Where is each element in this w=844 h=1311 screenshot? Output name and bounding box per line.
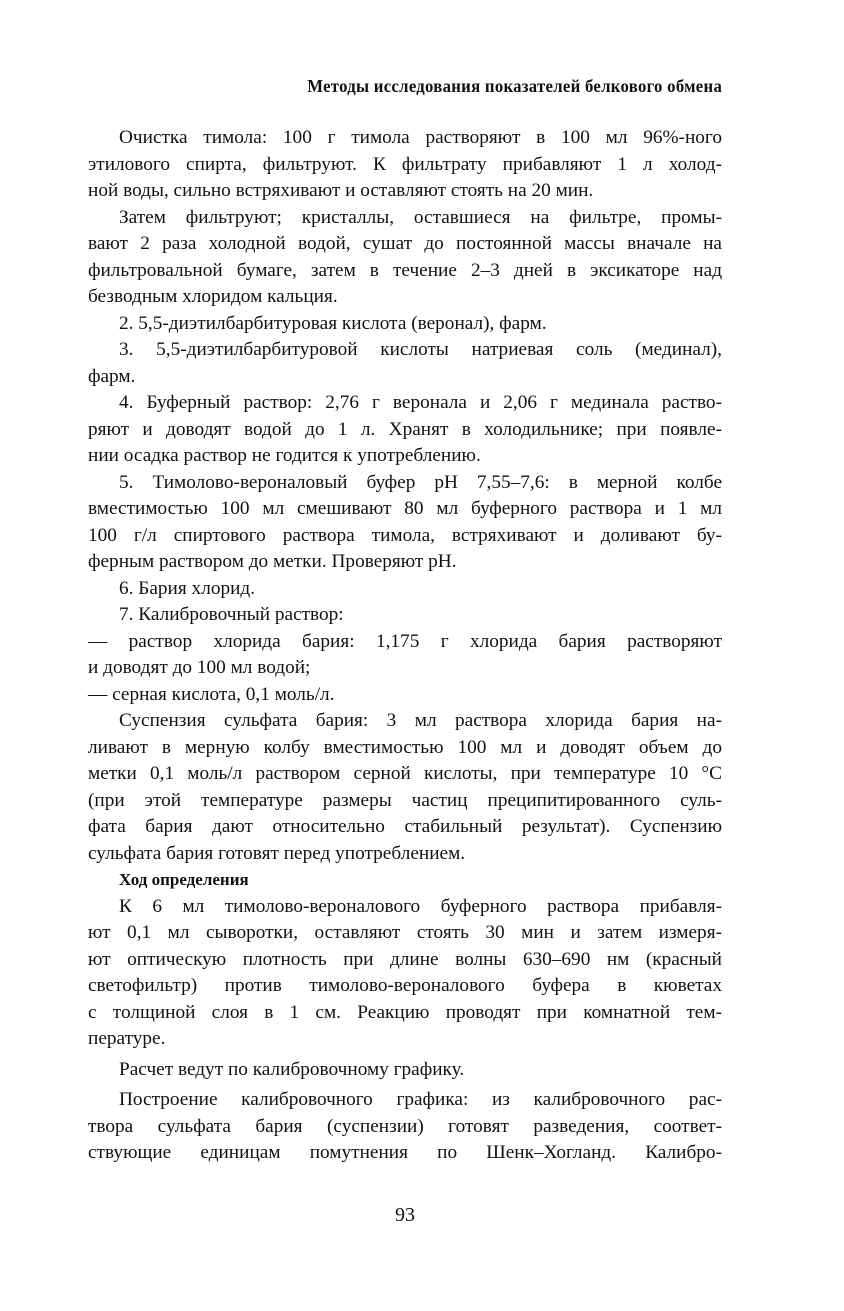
text-line: (при этой температуре размеры частиц преципитированного суль- (88, 789, 722, 811)
text-line: светофильтр) против тимолово-вероналового буфера в кюветах (88, 975, 722, 996)
text-line: Расчет ведут по калибровочному графику. (119, 1058, 465, 1080)
text-line: ют 0,1 мл сыворотки, оставляют стоять 30 мин и затем измеря- (88, 922, 722, 943)
paragraph-calibration-curve (88, 1087, 722, 1167)
text-line: К 6 мл тимолово-вероналового буферного раствора прибавля- (119, 895, 722, 917)
text-line: 100 г/л спиртового раствора тимола, встряхивают и доливают бу- (88, 524, 722, 546)
text-line: вместимостью 100 мл смешивают 80 мл буферного раствора и 1 мл (88, 498, 722, 519)
text-line: 4. Буферный раствор: 2,76 г веронала и 2,06 г мединала раство- (119, 392, 722, 413)
text-line: пературе. (88, 1028, 166, 1049)
text-line: метки 0,1 моль/л раствором серной кислоты, при температуре 10 °С (88, 763, 722, 784)
text-line: ряют и доводят водой до 1 л. Хранят в холодильнике; при появле- (88, 418, 722, 440)
paragraph-thymol-purification (88, 125, 722, 205)
section-subheading: Ход определения (119, 870, 249, 889)
text-line: Суспензия сульфата бария: 3 мл раствора хлорида бария на- (119, 710, 722, 731)
text-line: 7. Калибровочный раствор: (119, 604, 344, 625)
list-item-6 (88, 576, 722, 603)
running-head: Методы исследования показателей белкового обмена (307, 76, 722, 96)
text-line: с толщиной слоя в 1 см. Реакцию проводят при комнатной тем- (88, 1001, 722, 1023)
text-line: сульфата бария готовят перед употреблением. (88, 842, 466, 864)
text-line: фильтровальной бумаге, затем в течение 2–3 дней в эксикаторе над (88, 259, 722, 281)
text-line: твора сульфата бария (суспензии) готовят разведения, соответ- (88, 1115, 722, 1137)
text-line: ферным раствором до метки. Проверяют рН. (88, 551, 457, 572)
text-line: Построение калибровочного графика: из калибровочного рас- (119, 1089, 722, 1110)
paragraph-procedure (88, 894, 722, 1053)
text-line: ной воды, сильно встряхивают и оставляют стоять на 20 мин. (88, 180, 594, 201)
text-line: и доводят до 100 мл водой; (88, 657, 311, 678)
text-line: Затем фильтруют; кристаллы, оставшиеся на фильтре, промы- (119, 206, 722, 228)
list-item-3 (88, 337, 722, 390)
text-line: вают 2 раза холодной водой, сушат до постоянной массы вначале на (88, 233, 722, 254)
page-number: 93 (395, 1204, 415, 1226)
paragraph-barium-suspension (88, 708, 722, 867)
list-item-4 (88, 390, 722, 470)
body-text (88, 125, 722, 1167)
paragraph-calculation (88, 1057, 722, 1084)
text-line: 2. 5,5-диэтилбарбитуровая кислота (веронал), фарм. (119, 312, 547, 334)
text-line: нии осадка раствор не годится к употреблению. (88, 445, 481, 466)
list-item-2 (88, 311, 722, 338)
book-page (88, 0, 722, 1311)
text-line: 6. Бария хлорид. (119, 577, 256, 599)
dash-item-sulfuric-acid (88, 682, 722, 709)
dash-item-barium-chloride (88, 629, 722, 682)
text-line: ливают в мерную колбу вместимостью 100 мл и доводят объем до (88, 736, 722, 758)
text-line: — раствор хлорида бария: 1,175 г хлорида бария растворяют (88, 630, 722, 652)
text-line: фарм. (88, 365, 136, 387)
list-item-7 (88, 602, 722, 629)
text-line: ют оптическую плотность при длине волны 630–690 нм (красный (88, 948, 722, 970)
text-line: 3. 5,5-диэтилбарбитуровой кислоты натриевая соль (мединал), (119, 339, 722, 360)
list-item-5 (88, 470, 722, 576)
text-line: этилового спирта, фильтруют. К фильтрату прибавляют 1 л холод- (88, 153, 722, 175)
text-line: Очистка тимола: 100 г тимола растворяют в 100 мл 96%-ного (119, 127, 722, 148)
paragraph-filtration (88, 205, 722, 311)
text-line: безводным хлоридом кальция. (88, 286, 338, 307)
text-line: 5. Тимолово-вероналовый буфер рН 7,55–7,6: в мерной колбе (119, 471, 722, 493)
text-line: фата бария дают относительно стабильный результат). Суспензию (88, 816, 722, 837)
text-line: ствующие единицам помутнения по Шенк–Хогланд. Калибро- (88, 1142, 722, 1163)
text-line: — серная кислота, 0,1 моль/л. (88, 683, 335, 705)
